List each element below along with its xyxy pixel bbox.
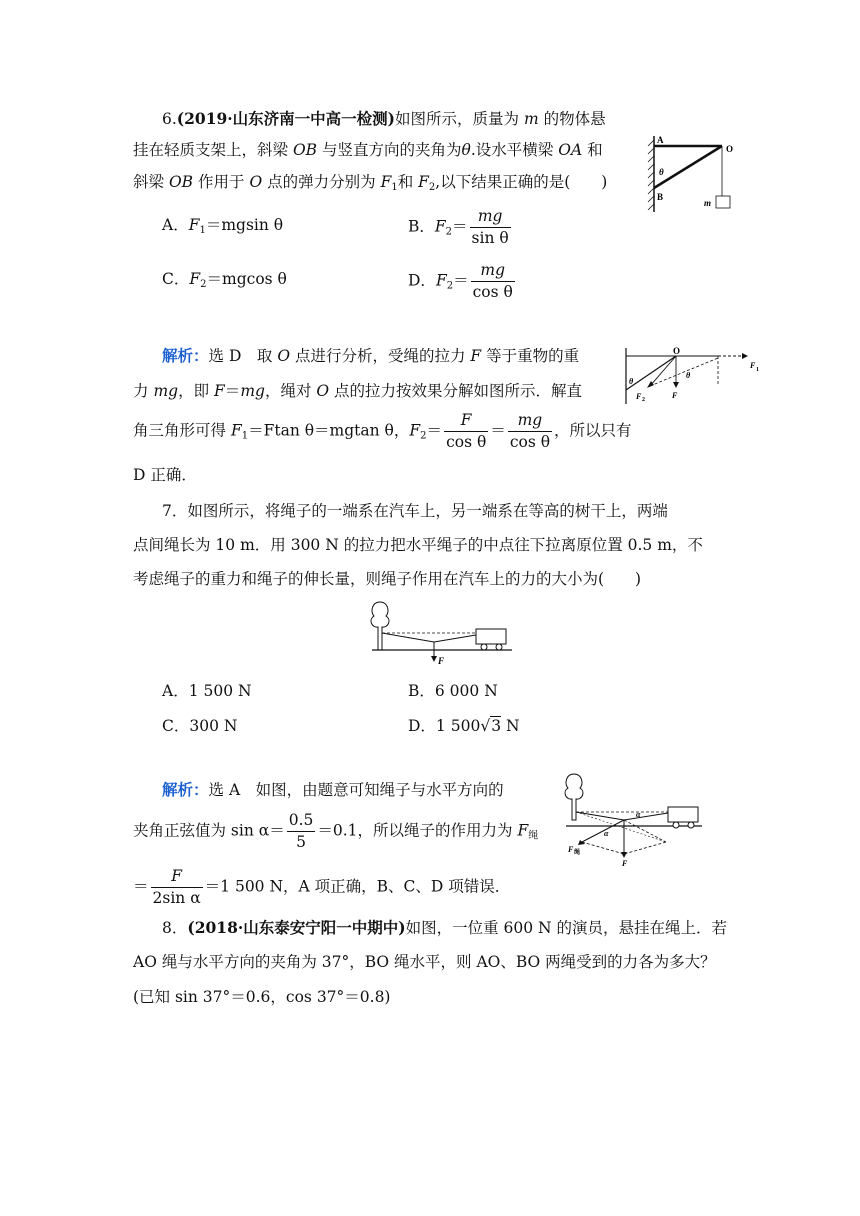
sol6-decomposition-figure <box>620 344 760 406</box>
q8-line-1: 8．(2018·山东泰安宁阳一中期中)如图，一位重 600 N 的演员，悬挂在绳上．若 <box>162 918 728 937</box>
q7-line-1: 7．如图所示，将绳子的一端系在汽车上，另一端系在等高的树干上，两端 <box>162 502 668 520</box>
sol7-line-2: 夹角正弦值为 sin α＝ $\frac{0.5}{5}$ ＝0.1，所以绳子的作用力为 $F_绳$ <box>133 811 539 852</box>
q8-line-3: (已知 sin 37°＝0.6，cos 37°＝0.8) <box>133 988 391 1006</box>
q6-option-c: C．$F_2=mgcos$ θ <box>162 270 287 290</box>
q7-option-c: C．300 N <box>162 717 238 735</box>
q6-line-2: 挂在轻质支架上，斜梁 OB 与竖直方向的夹角为θ.设水平横梁 OA 和 <box>133 141 603 159</box>
q6-line-3: 斜梁 OB 作用于 O 点的弹力分别为 $F_1$和 $F_2$,以下结果正确的是( ) <box>133 173 608 193</box>
q6-fig-label-theta: θ <box>659 167 664 177</box>
sol7-line-3: ＝ $\frac{F}{\text{2sin α}}$ ＝1 500 N，A 项正确，B、C、D 项错误． <box>133 867 511 908</box>
sol6-label: 解析： <box>162 346 209 365</box>
svg-text:θ: θ <box>686 371 691 380</box>
q6-fig-label-a: A <box>657 135 664 145</box>
sol6-line-2: 力 mg，即 F＝mg，绳对 O 点的拉力按效果分解如图所示．解直 <box>133 382 583 400</box>
q6-option-d: D．$F_2=$ $\frac{mg}{\text{cos θ}}$ <box>408 261 513 302</box>
q7-option-b: B．6 000 N <box>408 682 498 700</box>
q8-source: (2018·山东泰安宁阳一中期中) <box>187 918 406 937</box>
sol7-fig-label-alpha-2: α <box>604 829 609 838</box>
sol7-fig-label-alpha-1: α <box>636 810 641 819</box>
q7-option-d: D．1 500√3 N <box>408 717 520 735</box>
q6-line-1: 6.(2019·山东济南一中高一检测)如图所示，质量为 m 的物体悬 <box>162 109 606 128</box>
sol7-force-figure <box>558 770 708 866</box>
q7-fig-label-f: F <box>438 656 445 666</box>
q7-rope-figure <box>362 596 518 670</box>
sol6-fig-label-theta: θ <box>629 377 634 386</box>
svg-text:1: 1 <box>756 367 759 373</box>
q7-line-3: 考虑绳子的重力和绳子的伸长量，则绳子作用在汽车上的力的大小为( ) <box>133 570 642 588</box>
q8-line-2: AO 绳与水平方向的夹角为 37°，BO 绳水平，则 AO、BO 两绳受到的力各为多大？ <box>133 953 716 971</box>
sol6-line-1: 解析：选 D 取 O 点进行分析，受绳的拉力 F 等于重物的重 <box>162 346 580 365</box>
sol6-fig-label-f: F <box>672 391 678 400</box>
q7-line-2: 点间绳长为 10 m．用 300 N 的拉力把水平绳子的中点往下拉离原位置 0.5 m，不 <box>133 536 703 554</box>
sol7-fig-label-f: F <box>622 859 628 866</box>
svg-text:2: 2 <box>642 397 645 403</box>
sol7-fig-label-fs: F <box>568 845 574 854</box>
sol6-fig-label-f2: F <box>636 392 642 401</box>
q6-source: (2019·山东济南一中高一检测) <box>176 109 396 128</box>
q6-option-a: A．$F_1=mgsin$ θ <box>162 216 284 236</box>
q7-option-a: A．1 500 N <box>162 682 252 700</box>
sol6-fig-label-f1: F <box>750 361 756 370</box>
sol6-fig-label-o: O <box>673 346 681 356</box>
sol7-label: 解析： <box>162 780 209 799</box>
svg-text:绳: 绳 <box>574 850 581 856</box>
sol6-line-4: D 正确． <box>133 466 197 484</box>
q6-fig-label-m: m <box>704 198 712 208</box>
q6-bracket-figure <box>644 130 744 218</box>
sol7-line-1: 解析：选 A 如图，由题意可知绳子与水平方向的 <box>162 780 504 799</box>
q6-option-b: B．$F_2=$ $\frac{mg}{\text{sin θ}}$ <box>408 207 509 248</box>
q6-fig-label-o: O <box>726 144 734 154</box>
sol6-line-3: 角三角形可得 $F_1=Ftan$ θ＝mgtan θ，$F_2=$ $\frac{F}{\text{cos θ}}$ ＝ $\frac{mg}{\text{cos θ}}$ ，所以只有 <box>133 411 632 452</box>
q6-fig-label-b: B <box>657 192 664 202</box>
